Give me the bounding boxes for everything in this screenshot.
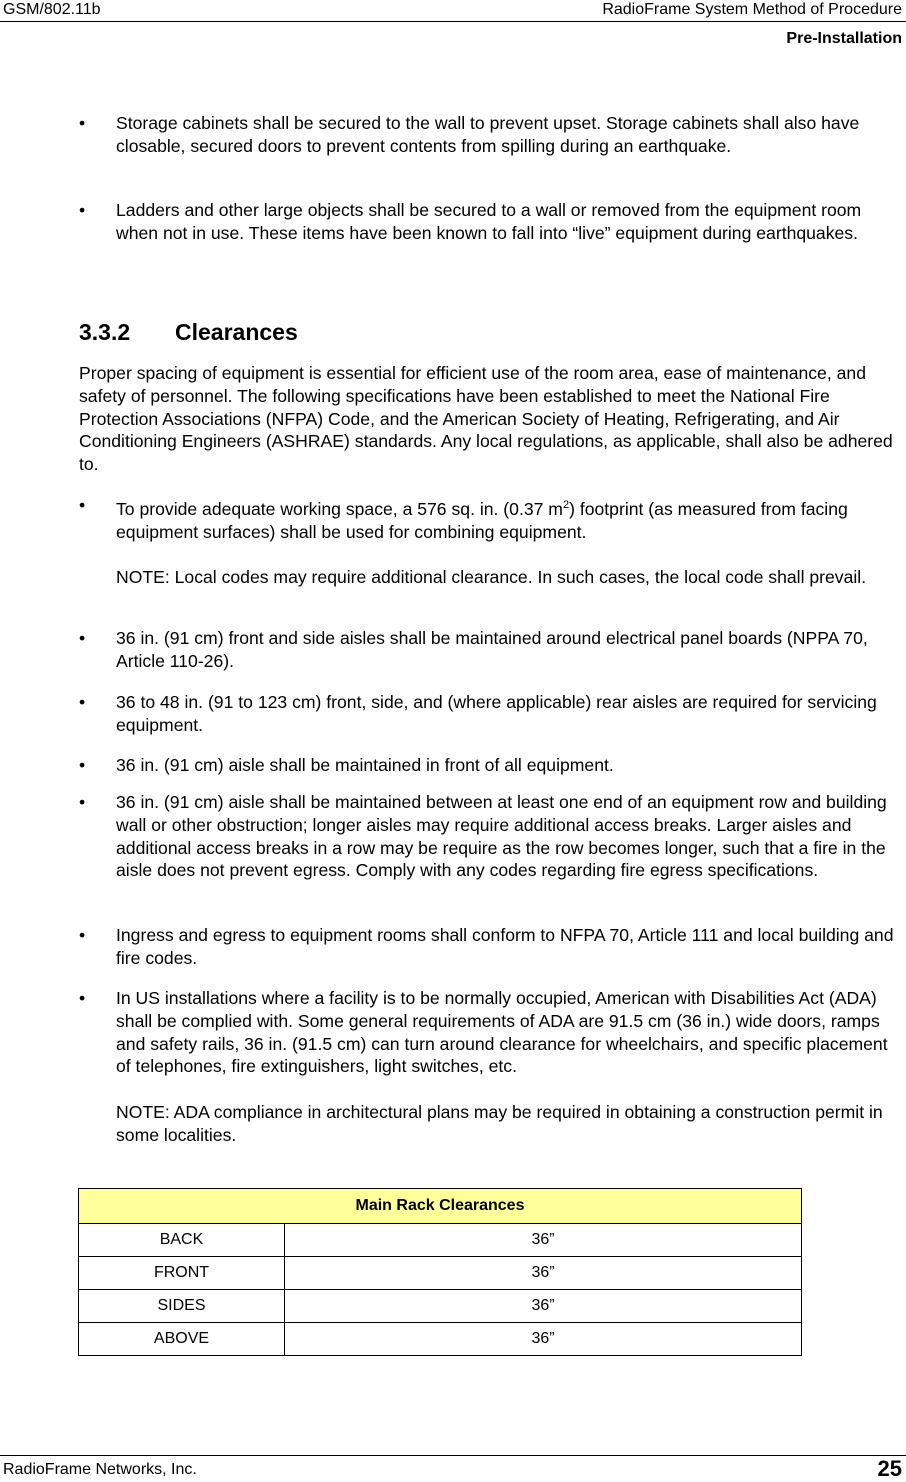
footer-divider [0, 1455, 906, 1456]
list-item [79, 494, 906, 589]
section-intro: Proper spacing of equipment is essential for efficient use of the room area, ease of maintenance, and safety of personnel. The following specifications have been established to meet the National Fire Protection Associations (NFPA) Code, and the American Society of Heating, Refrigerating, and Air Conditioning Engineers (ASHRAE) standards. Any local regulations, as applicable, shall also be adhered to. [79, 363, 893, 475]
table-header-row [79, 1189, 802, 1224]
main-rack-clearances-table [78, 1188, 802, 1356]
table-row [79, 1257, 802, 1290]
list-item [79, 691, 906, 737]
header-divider [0, 21, 906, 22]
bullet-glyph: • [79, 200, 86, 220]
footer-company: RadioFrame Networks, Inc. [3, 1461, 197, 1478]
bullet-glyph: • [79, 495, 86, 515]
list-item-text [116, 987, 906, 1147]
list-item-text: 36 to 48 in. (91 to 123 cm) front, side, and (where applicable) rear aisles are required for servicing equipment. [116, 692, 877, 735]
header-section-name: Pre-Installation [786, 30, 902, 47]
header-doc-id: GSM/802.11b [3, 1, 101, 18]
list-item-text: 36 in. (91 cm) aisle shall be maintained between at least one end of an equipment row and building wall or other obstruction; longer aisles may require additional access breaks. Larger aisles and additional access breaks in a row may be require as the row becomes longer, such that a fire in the aisle does not prevent egress. Comply with any codes regarding fire egress specifications. [116, 792, 887, 881]
list-item [79, 112, 906, 158]
bullet-glyph: • [79, 988, 86, 1008]
list-item-text [116, 494, 906, 589]
footprint-text-start: To provide adequate working space, a 576 sq. in. (0.37 m [116, 498, 563, 519]
header-doc-title: RadioFrame System Method of Procedure [602, 1, 902, 18]
section-heading [79, 318, 298, 346]
ada-text: In US installations where a facility is to be normally occupied, American with Disabilities Act (ADA) shall be complied with. Some general requirements of ADA are 91.5 cm (36 in.) wide doors, ramps and safety rails, 36 in. (91.5 cm) can turn around clearance for wheelchairs, and specific placement of telephones, fire extinguishers, light switches, etc. [116, 988, 888, 1077]
note-text: NOTE: Local codes may require additional clearance. In such cases, the local code shall prevail. [116, 567, 867, 588]
list-item [79, 924, 906, 970]
bullet-glyph: • [79, 113, 86, 133]
bullet-glyph: • [79, 755, 86, 775]
table-title: Main Rack Clearances [79, 1189, 802, 1224]
note-text: NOTE: ADA compliance in architectural plans may be required in obtaining a construction permit in some localities. [116, 1102, 883, 1145]
table-cell-label: SIDES [79, 1290, 285, 1323]
list-item-text: Ladders and other large objects shall be secured to a wall or removed from the equipment room when not in use. These items have been known to fall into “live” equipment during earthquakes. [116, 200, 862, 243]
list-item [79, 199, 906, 245]
table-cell-label: ABOVE [79, 1323, 285, 1356]
list-item-text: 36 in. (91 cm) aisle shall be maintained in front of all equipment. [116, 755, 614, 775]
superscript: 2 [562, 499, 570, 511]
bullet-glyph: • [79, 792, 86, 812]
table-cell-value: 36” [285, 1290, 802, 1323]
list-item-text: 36 in. (91 cm) front and side aisles shall be maintained around electrical panel boards (NPPA 70, Article 110-26). [116, 628, 868, 671]
page-number: 25 [877, 1456, 902, 1481]
table-row [79, 1323, 802, 1356]
section-title: Clearances [175, 319, 298, 345]
section-number: 3.3.2 [79, 319, 131, 345]
table-cell-value: 36” [285, 1257, 802, 1290]
list-item [79, 754, 906, 777]
table-cell-label: FRONT [79, 1257, 285, 1290]
bullet-glyph: • [79, 925, 86, 945]
bullet-glyph: • [79, 692, 86, 712]
table-row [79, 1224, 802, 1257]
list-item [79, 987, 906, 1147]
table-row [79, 1290, 802, 1323]
list-item [79, 791, 906, 882]
list-item-text: Storage cabinets shall be secured to the wall to prevent upset. Storage cabinets shall also have closable, secured doors to prevent contents from spilling during an earthquake. [116, 113, 860, 156]
table-cell-label: BACK [79, 1224, 285, 1257]
bullet-glyph: • [79, 628, 86, 648]
list-item-text: Ingress and egress to equipment rooms shall conform to NFPA 70, Article 111 and local building and fire codes. [116, 925, 894, 968]
footprint-text-end: ) footprint (as measured from facing equipment surfaces) shall be used for combining equipment. [116, 498, 848, 542]
table-cell-value: 36” [285, 1323, 802, 1356]
table-cell-value: 36” [285, 1224, 802, 1257]
list-item [79, 627, 906, 673]
